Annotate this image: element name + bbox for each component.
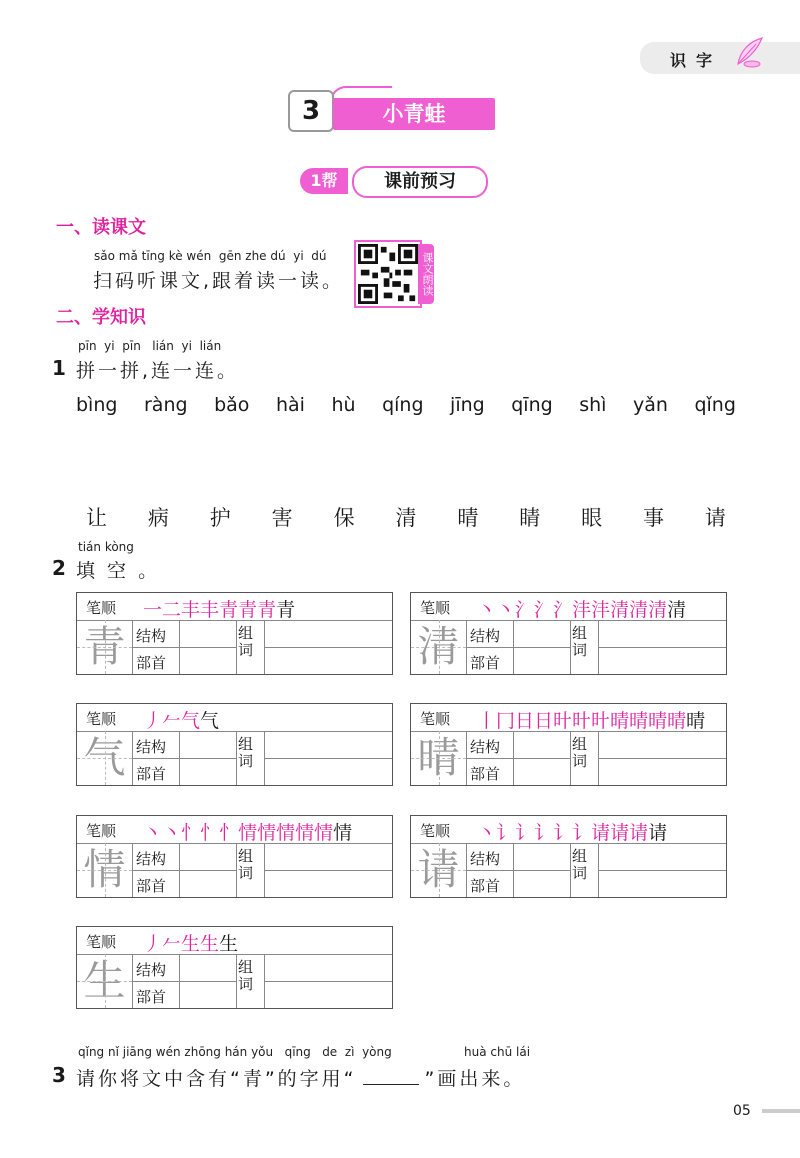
stroke-step: 请 (629, 822, 649, 844)
order-label: 笔顺 (86, 822, 117, 840)
order-label: 笔顺 (420, 822, 451, 840)
model-char: 情 (77, 843, 133, 897)
words-label: 组词 (572, 735, 588, 770)
stroke-step: 丶 (162, 822, 182, 844)
stroke-step: 丶 (143, 822, 163, 844)
model-char: 请 (411, 843, 467, 897)
stroke-step: 气 (181, 710, 201, 732)
divider (179, 843, 180, 897)
q1-pinyin-item[interactable]: qīng (511, 394, 553, 416)
word-input[interactable] (266, 732, 392, 757)
stroke-step: 丶 (477, 822, 497, 844)
q1-pinyin: pīn yi pīn lián yi lián (78, 339, 222, 353)
stroke-step: 晴 (686, 710, 706, 732)
stroke-step: 请 (610, 822, 630, 844)
stroke-step: 丶 (496, 599, 516, 621)
stroke-step: 一 (143, 599, 163, 621)
q3-answer-blank[interactable] (363, 1084, 419, 1085)
header-label: 识字 (670, 51, 723, 70)
word-input[interactable] (266, 871, 392, 897)
word-input[interactable] (266, 844, 392, 869)
stroke-step: 丿 (143, 933, 163, 955)
word-input[interactable] (600, 732, 726, 757)
radical-input[interactable] (515, 871, 569, 897)
words-label: 组词 (238, 847, 254, 882)
stroke-step: 忄 (181, 822, 201, 844)
divider (570, 843, 571, 897)
q1-char-item[interactable]: 请 (704, 506, 726, 530)
word-input[interactable] (600, 621, 726, 646)
q1-char-item[interactable]: 晴 (457, 506, 479, 530)
stroke-step: 二 (162, 599, 182, 621)
stroke-sequence (477, 595, 686, 622)
structure-label: 结构 (470, 738, 501, 756)
stroke-step: 旪 (591, 710, 611, 732)
q3-number: 3 (52, 1063, 66, 1087)
structure-label: 结构 (136, 961, 167, 979)
words-label: 组词 (238, 958, 254, 993)
stroke-step: 旪 (572, 710, 592, 732)
part1-text: 扫码听课文,跟着读一读。 (93, 270, 345, 292)
divider (513, 731, 514, 785)
q1-pinyin-item[interactable]: bǎo (214, 394, 250, 416)
stroke-step: 请 (591, 822, 611, 844)
page-number: 05 (733, 1103, 751, 1119)
stroke-step: 丶 (477, 599, 497, 621)
stroke-step: 生 (219, 933, 239, 955)
stroke-step: 忄 (200, 822, 220, 844)
q3-text (76, 1064, 525, 1091)
q1-text: 拼一拼,连一连。 (76, 360, 240, 382)
structure-label: 结构 (470, 627, 501, 645)
section-name: 课前预习 (352, 166, 488, 198)
stroke-step: 情 (238, 822, 258, 844)
stroke-card (76, 815, 393, 898)
q2-pinyin: tián kòng (78, 540, 134, 554)
q3-pinyin: qǐng nǐ jiāng wén zhōng hán yǒu qīng de zì yòng (78, 1045, 392, 1059)
radical-input[interactable] (181, 871, 235, 897)
model-char: 清 (411, 620, 467, 674)
stroke-step: 青 (276, 599, 296, 621)
stroke-step: 晴 (629, 710, 649, 732)
q1-char-item[interactable]: 病 (147, 506, 169, 530)
radical-input[interactable] (515, 759, 569, 785)
words-label: 组词 (572, 847, 588, 882)
stroke-sequence (143, 595, 295, 622)
stroke-step: 青 (257, 599, 277, 621)
radical-input[interactable] (181, 648, 235, 674)
stroke-step: 青 (219, 599, 239, 621)
stroke-step: 讠 (553, 822, 573, 844)
words-label: 组词 (238, 624, 254, 659)
stroke-step: 气 (200, 710, 220, 732)
radical-label: 部首 (470, 765, 501, 783)
stroke-step: 清 (610, 599, 630, 621)
divider (570, 620, 571, 674)
q3-text-a: 请你将文中含有“青”的字用“ (76, 1068, 357, 1090)
stroke-step: 生 (181, 933, 201, 955)
order-label: 笔顺 (86, 710, 117, 728)
q1-pinyin-item[interactable]: yǎn (633, 394, 668, 416)
model-char: 生 (77, 954, 133, 1008)
stroke-step: 情 (295, 822, 315, 844)
stroke-sequence (477, 818, 667, 845)
stroke-step: 清 (629, 599, 649, 621)
stroke-card (410, 592, 727, 675)
q1-pinyin-item[interactable]: ràng (143, 394, 188, 416)
page-bar (762, 1109, 800, 1113)
structure-input[interactable] (181, 732, 235, 758)
qr-tag: 课文朗读 (418, 244, 434, 304)
q3-pinyin2: huà chū lái (464, 1045, 531, 1059)
radical-label: 部首 (136, 988, 167, 1006)
structure-label: 结构 (470, 850, 501, 868)
word-input[interactable] (600, 871, 726, 897)
q3-text-b: ”画出来。 (424, 1068, 526, 1090)
radical-input[interactable] (515, 648, 569, 674)
divider (236, 731, 237, 785)
word-input[interactable] (266, 648, 392, 674)
structure-input[interactable] (515, 732, 569, 758)
divider (179, 954, 180, 1008)
stroke-sequence (143, 818, 352, 845)
stroke-step: 沣 (572, 599, 592, 621)
stroke-card (76, 703, 393, 786)
q1-pinyin-item[interactable]: shì (579, 394, 607, 416)
divider (513, 620, 514, 674)
stroke-step: 晴 (667, 710, 687, 732)
q1-char-item[interactable]: 清 (395, 506, 417, 530)
structure-input[interactable] (181, 844, 235, 870)
stroke-step: 𠂉 (162, 710, 182, 732)
stroke-row (77, 704, 392, 732)
stroke-step: 冂 (496, 710, 516, 732)
divider (236, 954, 237, 1008)
stroke-step: 请 (648, 822, 668, 844)
structure-label: 结构 (136, 850, 167, 868)
stroke-step: 忄 (219, 822, 239, 844)
stroke-step: 讠 (534, 822, 554, 844)
radical-label: 部首 (470, 877, 501, 895)
divider (570, 731, 571, 785)
stroke-step: 情 (333, 822, 353, 844)
stroke-step: 旪 (553, 710, 573, 732)
lesson-title: 小青蛙 (333, 98, 495, 130)
stroke-sequence (477, 706, 705, 733)
radical-label: 部首 (136, 765, 167, 783)
stroke-step: 情 (257, 822, 277, 844)
word-input[interactable] (600, 648, 726, 674)
structure-label: 结构 (136, 738, 167, 756)
order-label: 笔顺 (86, 599, 117, 617)
stroke-card (410, 703, 727, 786)
stroke-step: 𠂉 (162, 933, 182, 955)
stroke-card (76, 926, 393, 1009)
stroke-step: 沣 (591, 599, 611, 621)
structure-label: 结构 (136, 627, 167, 645)
q1-char-item[interactable]: 保 (333, 506, 355, 530)
q1-char-item[interactable]: 护 (209, 506, 231, 530)
q1-pinyin-item[interactable]: hài (275, 394, 305, 416)
q1-char-item[interactable]: 眼 (581, 506, 603, 530)
part2-heading: 二、学知识 (56, 307, 146, 328)
qr-code-icon (358, 244, 418, 304)
stroke-step: 氵 (553, 599, 573, 621)
words-label: 组词 (572, 624, 588, 659)
structure-input[interactable] (181, 955, 235, 981)
stroke-step: 日 (534, 710, 554, 732)
stroke-step: 丰 (200, 599, 220, 621)
structure-input[interactable] (515, 844, 569, 870)
q1-char-row (86, 502, 726, 532)
q1-char-item[interactable]: 睛 (519, 506, 541, 530)
stroke-step: 情 (314, 822, 334, 844)
stroke-step: 氵 (534, 599, 554, 621)
q1-pinyin-item[interactable]: jīng (450, 394, 485, 416)
divider (236, 620, 237, 674)
stroke-sequence (143, 929, 238, 956)
stroke-step: 讠 (572, 822, 592, 844)
part1-pinyin: sǎo mǎ tīng kè wén gēn zhe dú yi dú (94, 249, 327, 263)
stroke-step: 讠 (515, 822, 535, 844)
stroke-step: 情 (276, 822, 296, 844)
word-input[interactable] (266, 621, 392, 646)
q1-pinyin-item[interactable]: qǐng (694, 394, 736, 416)
stroke-step: 讠 (496, 822, 516, 844)
q1-pinyin-item[interactable]: qíng (382, 394, 424, 416)
q1-pinyin-item[interactable]: bìng (76, 394, 118, 416)
q2-number: 2 (52, 556, 66, 580)
structure-input[interactable] (181, 621, 235, 647)
stroke-step: 清 (667, 599, 687, 621)
stroke-step: 清 (648, 599, 668, 621)
structure-input[interactable] (515, 621, 569, 647)
radical-label: 部首 (136, 654, 167, 672)
q2-text: 填 空 。 (76, 560, 161, 582)
order-label: 笔顺 (86, 933, 117, 951)
divider (179, 620, 180, 674)
divider (179, 731, 180, 785)
words-label: 组词 (238, 735, 254, 770)
radical-input[interactable] (181, 759, 235, 785)
order-label: 笔顺 (420, 599, 451, 617)
order-label: 笔顺 (420, 710, 451, 728)
divider (236, 843, 237, 897)
part1-heading: 一、读课文 (56, 217, 146, 238)
stroke-step: 晴 (648, 710, 668, 732)
stroke-step: 丰 (181, 599, 201, 621)
model-char: 晴 (411, 731, 467, 785)
stroke-step: 丿 (143, 710, 163, 732)
q1-number: 1 (52, 356, 66, 380)
stroke-sequence (143, 706, 219, 733)
stroke-step: 日 (515, 710, 535, 732)
word-input[interactable] (266, 955, 392, 980)
q1-char-item[interactable]: 事 (643, 506, 665, 530)
quill-icon (730, 34, 766, 70)
radical-input[interactable] (181, 982, 235, 1008)
stroke-card (410, 815, 727, 898)
model-char: 气 (77, 731, 133, 785)
q1-char-item[interactable]: 害 (271, 506, 293, 530)
q1-char-item[interactable]: 让 (86, 506, 107, 530)
radical-label: 部首 (470, 654, 501, 672)
q1-pinyin-item[interactable]: hù (331, 394, 356, 416)
radical-label: 部首 (136, 877, 167, 895)
stroke-step: 晴 (610, 710, 630, 732)
lesson-number: 3 (288, 90, 334, 132)
word-input[interactable] (600, 759, 726, 785)
word-input[interactable] (266, 759, 392, 785)
word-input[interactable] (600, 844, 726, 869)
divider (513, 843, 514, 897)
model-char: 青 (77, 620, 133, 674)
qr-code[interactable] (354, 240, 422, 308)
q1-pinyin-row (76, 394, 736, 416)
stroke-step: 氵 (515, 599, 535, 621)
stroke-card (76, 592, 393, 675)
stroke-step: 青 (238, 599, 258, 621)
word-input[interactable] (266, 982, 392, 1008)
stroke-step: 生 (200, 933, 220, 955)
section-tag: 1帮 (300, 168, 348, 194)
stroke-step: 丨 (477, 710, 497, 732)
